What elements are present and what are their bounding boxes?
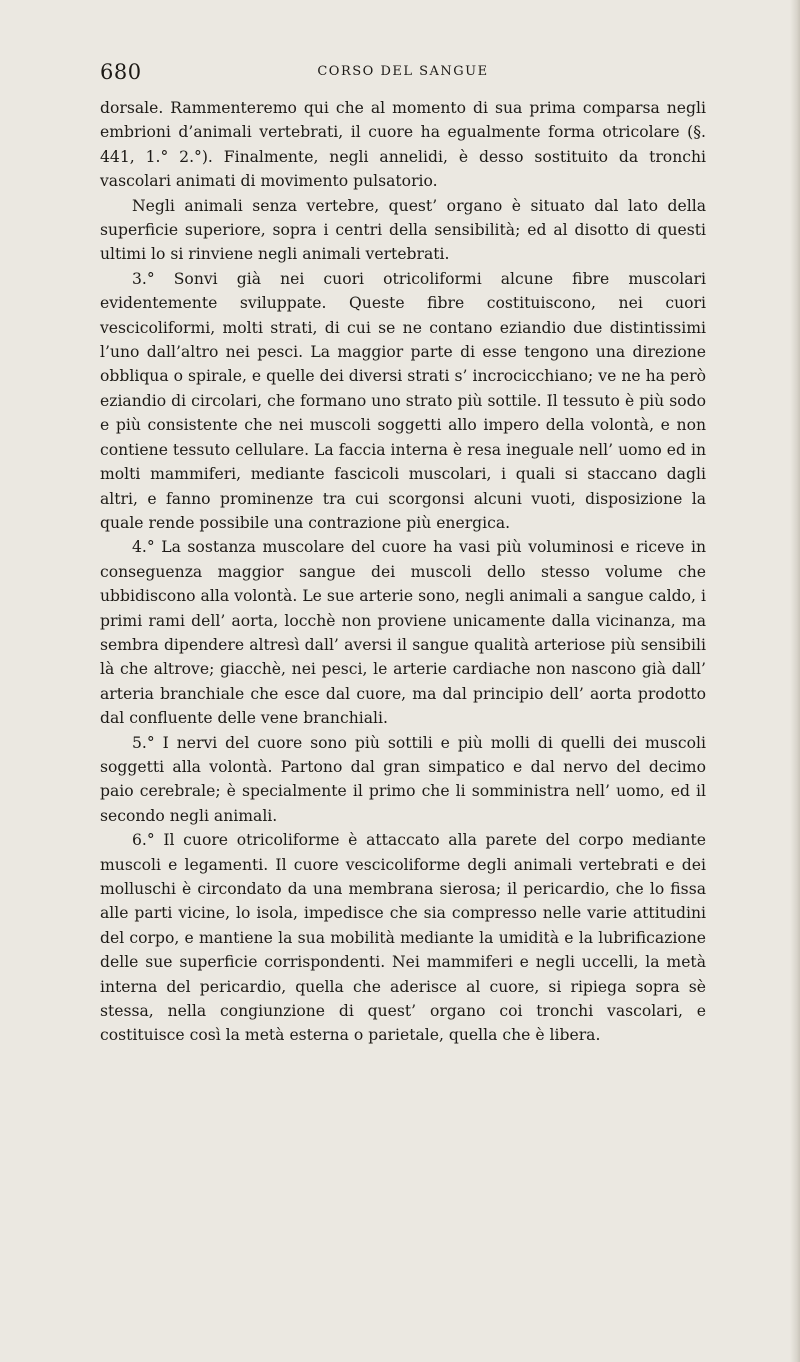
page-edge: [790, 0, 800, 1362]
page-header: [100, 60, 706, 88]
paragraph-2: Negli animali senza vertebre, quest’ organo è situato dal lato della superficie superiore, sopra i centri della sensibilità; ed al disotto di questi ultimi lo si rinviene negli animali vertebrati.: [100, 196, 706, 264]
body-text: [100, 96, 706, 1048]
paragraph-4: 4.° La sostanza muscolare del cuore ha vasi più voluminosi e riceve in conseguenza maggior sangue dei muscoli dello stesso volume che ubbidiscono alla volontà. Le sue arterie sono, negli animali a sangue caldo, i primi rami dell’ aorta, locchè non proviene unicamente dalla vicinanza, ma sembra dipendere altresì dall’ aversi il sangue qualità arteriose più sensibili là che altrove; giacchè, nei pesci, le arterie cardiache non nascono già dall’ arteria branchiale che esce dal cuore, ma dal principio dell’ aorta prodotto dal confluente delle vene branchiali.: [100, 538, 706, 728]
paragraph-1: dorsale. Rammenteremo qui che al momento di sua prima comparsa negli embrioni d’animali vertebrati, il cuore ha egualmente forma otricolare (§. 441, 1.° 2.°). Finalmente, negli annelidi, è desso sostituito da tronchi vascolari animati di movimento pulsatorio.: [100, 99, 706, 191]
paragraph-6: 6.° Il cuore otricoliforme è attaccato alla parete del corpo mediante muscoli e legamenti. Il cuore vescicoliforme degli animali vertebrati e dei molluschi è circondato da una membrana sierosa; il pericardio, che lo fissa alle parti vicine, lo isola, impedisce che sia compresso nelle varie attitudini del corpo, e mantiene la sua mobilità mediante la umidità e la lubrificazione delle sue superficie corrispondenti. Nei mammiferi e negli uccelli, la metà interna del pericardio, quella che aderisce al cuore, si ripiega sopra sè stessa, nella congiunzione di quest’ organo coi tronchi vascolari, e costituisce così la metà esterna o parietale, quella che è libera.: [100, 831, 706, 1045]
paragraph-5: 5.° I nervi del cuore sono più sottili e più molli di quelli dei muscoli soggetti alla volontà. Partono dal gran simpatico e dal nervo del decimo paio cerebrale; è specialmente il primo che li somministra nell’ uomo, ed il secondo negli animali.: [100, 733, 706, 825]
paragraph-3: 3.° Sonvi già nei cuori otricoliformi alcune fibre muscolari evidentemente sviluppate. Queste fibre costituiscono, nei cuori vescicoliformi, molti strati, di cui se ne contano eziandio due distintissimi l’uno dall’altro nei pesci. La maggior parte di esse tengono una direzione obbliqua o spirale, e quelle dei diversi strati s’ incrocicchiano; ve ne ha però eziandio di circolari, che formano uno strato più sottile. Il tessuto è più sodo e più consistente che nei muscoli soggetti allo impero della volontà, e non contiene tessuto cellulare. La faccia interna è resa ineguale nell’ uomo ed in molti mammiferi, mediante fascicoli muscolari, i quali si staccano dagli altri, e fanno prominenze tra cui scorgonsi alcuni vuoti, disposizione la quale rende possibile una contrazione più energica.: [100, 269, 706, 532]
page-number: 680: [100, 60, 142, 84]
running-title: CORSO DEL SANGUE: [317, 64, 489, 79]
